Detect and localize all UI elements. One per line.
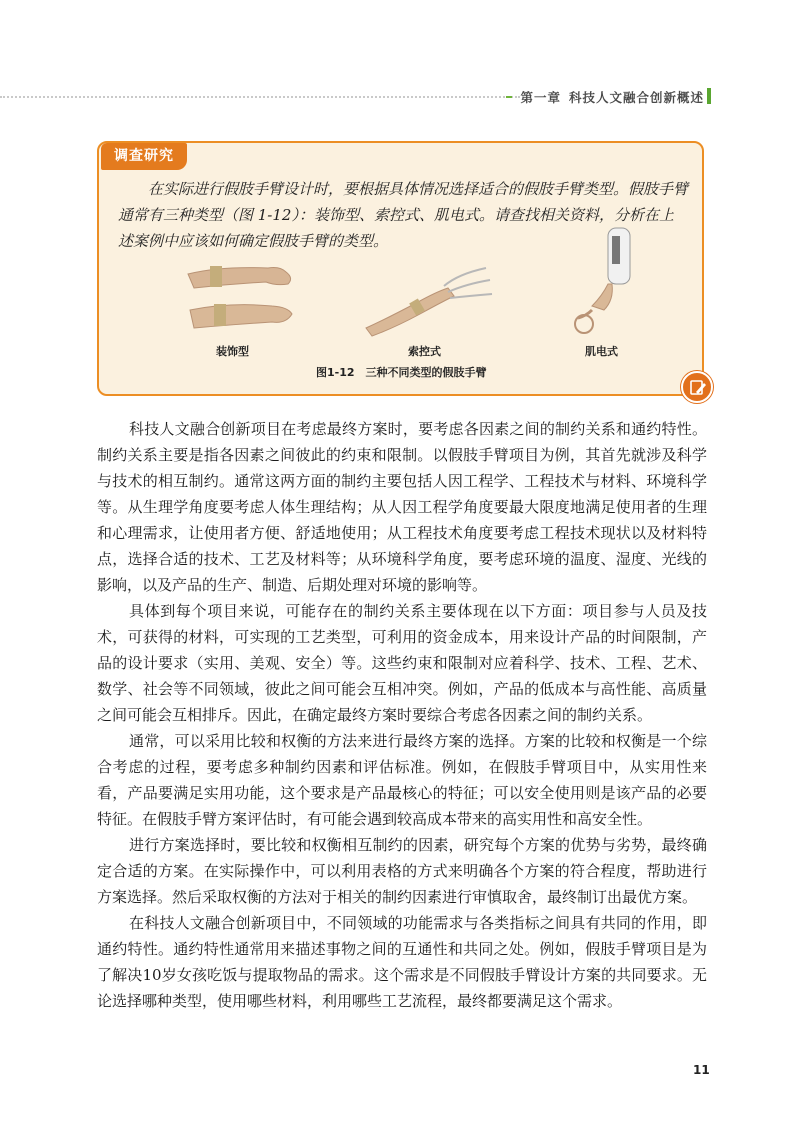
chapter-number: 第一章 (520, 90, 561, 105)
myoelectric-arm-figure (562, 226, 642, 338)
paragraph: 在科技人文融合创新项目中，不同领域的功能需求与各类指标之间具有共同的作用，即通约特性。通约特性通常用来描述事物之间的互通性和共同之处。例如，假肢手臂项目是为了解决10岁女孩吃饭与提取物品的需求。这个需求是不同假肢手臂设计方案的共同要求。无论选择哪种类型，使用哪些材料，利用哪些工艺流程，最终都要满足这个需求。 (97, 914, 707, 1010)
pencil-icon (683, 373, 711, 401)
chapter-title: 科技人文融合创新概述 (568, 90, 704, 105)
cable-arm-figure (358, 262, 498, 342)
paragraph: 具体到每个项目来说，可能存在的制约关系主要体现在以下方面：项目参与人员及技术，可获得的材料，可实现的工艺类型，可利用的资金成本，用来设计产品的时间限制，产品的设计要求（实用、美观、安全）等。这些约束和限制对应着科学、技术、工程、艺术、数学、社会等不同领域，彼此之间可能会互相冲突。例如，产品的低成本与高性能、高质量之间可能会互相排斥。因此，在确定最终方案时要综合考虑各因素之间的制约关系。 (97, 602, 707, 724)
chapter-marker (707, 88, 711, 104)
figure-label-cable: 索控式 (408, 345, 441, 358)
header-divider (0, 96, 520, 98)
edit-note-icon (681, 371, 713, 403)
main-text (97, 416, 707, 1014)
figure-label-myoelectric: 肌电式 (585, 345, 618, 358)
figure-title: 图1-12 三种不同类型的假肢手臂 (316, 366, 487, 379)
paragraph: 科技人文融合创新项目在考虑最终方案时，要考虑各因素之间的制约关系和通约特性。制约关系主要是指各因素之间彼此的约束和限制。以假肢手臂项目为例，其首先就涉及科学与技术的相互制约。通常这两方面的制约主要包括人因工程学、工程技术与材料、环境科学等。从生理学角度要考虑人体生理结构；从人因工程学角度要最大限度地满足使用者的生理和心理需求，让使用者方便、舒适地使用；从工程技术角度要考虑工程技术现状以及材料特点，选择合适的技术、工艺及材料等；从环境科学角度，要考虑环境的温度、湿度、光线的影响，以及产品的生产、制造、后期处理对环境的影响等。 (97, 420, 707, 594)
research-paragraph: 在实际进行假肢手臂设计时，要根据具体情况选择适合的假肢手臂类型。假肢手臂通常有三种类型（图 1-12）：装饰型、索控式、肌电式。请查找相关资料，分析在上述案例中应该如何确定假肢手臂的类型。 (118, 180, 689, 250)
page-number: 11 (693, 1063, 710, 1077)
running-header (506, 88, 704, 106)
cosmetic-arm-figure (180, 252, 305, 337)
research-tag: 调查研究 (101, 143, 187, 170)
figure-label-cosmetic: 装饰型 (216, 345, 249, 358)
paragraph: 进行方案选择时，要比较和权衡相互制约的因素，研究每个方案的优势与劣势，最终确定合适的方案。在实际操作中，可以利用表格的方式来明确各个方案的符合程度，帮助进行方案选择。然后采取权衡的方法对于相关的制约因素进行审慎取舍，最终制订出最优方案。 (97, 836, 707, 906)
header-separator (506, 96, 512, 98)
paragraph: 通常，可以采用比较和权衡的方法来进行最终方案的选择。方案的比较和权衡是一个综合考虑的过程，要考虑多种制约因素和评估标准。例如，在假肢手臂项目中，从实用性来看，产品要满足实用功能，这个要求是产品最核心的特征；可以安全使用则是该产品的必要特征。在假肢手臂方案评估时，有可能会遇到较高成本带来的高实用性和高安全性。 (97, 732, 707, 828)
